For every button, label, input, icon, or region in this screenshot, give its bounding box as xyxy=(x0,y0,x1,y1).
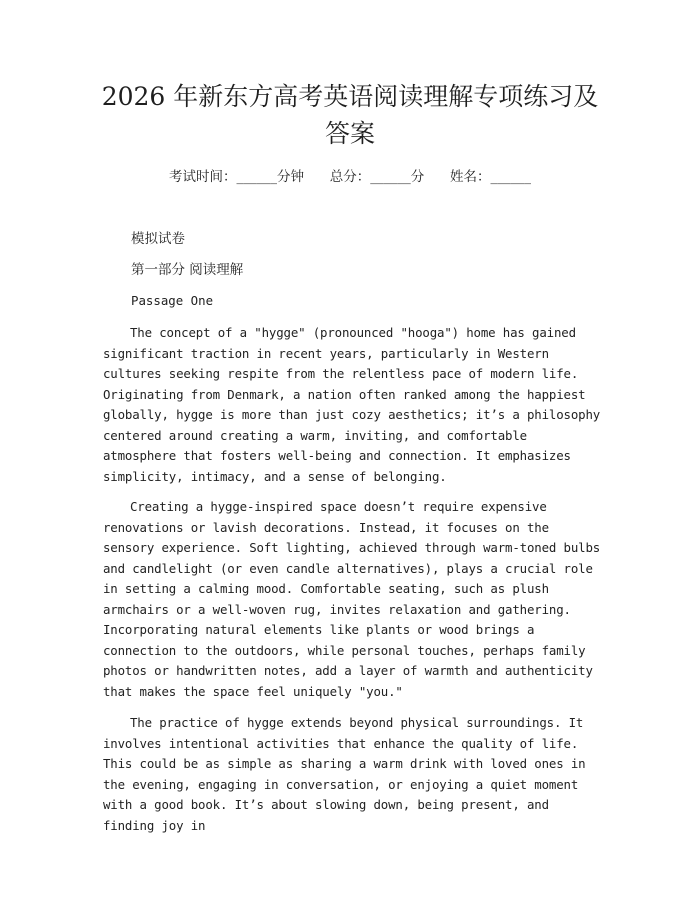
student-name-label: 姓名：______ xyxy=(450,169,531,185)
passage-paragraph-3: The practice of hygge extends beyond physical surroundings. It involves intentional activities that enhance the quality of life. This could be as simple as sharing a warm drink with loved ones in the evening, engaging in conversation, or enjoying a quiet moment with a good book. It’s about slowing down, being present, and finding joy in xyxy=(103,715,586,833)
part-heading: 第一部分 阅读理解 xyxy=(131,262,244,278)
title-line-1: 2026 年新东方高考英语阅读理解专项练习及 xyxy=(101,82,599,111)
total-score-label: 总分：______分 xyxy=(329,169,425,185)
exam-meta-line xyxy=(0,168,700,186)
document-title xyxy=(90,78,610,152)
passage-title: Passage One xyxy=(131,293,214,308)
exam-section-heading: 模拟试卷 xyxy=(131,231,185,247)
exam-time-label: 考试时间：______分钟 xyxy=(169,169,304,185)
title-line-2: 答案 xyxy=(324,119,375,148)
passage-paragraph-1: The concept of a "hygge" (pronounced "hooga") home has gained significant traction in recent years, particularly in Western cultures seeking respite from the relentless pace of modern life. Originating from Denmark, a nation often ranked among the happiest globally, hygge is more than just cozy aesthetics; it’s a philosophy centered around creating a warm, inviting, and comfortable atmosphere that fosters well-being and connection. It emphasizes simplicity, intimacy, and a sense of belonging. xyxy=(103,325,601,484)
passage-paragraph-2: Creating a hygge-inspired space doesn’t require expensive renovations or lavish decorations. Instead, it focuses on the sensory experience. Soft lighting, achieved through warm-toned bulbs and candlelight (or even candle alternatives), plays a crucial role in setting a calming mood. Comfortable seating, such as plush armchairs or a well-woven rug, invites relaxation and gathering. Incorporating natural elements like plants or wood brings a connection to the outdoors, while personal touches, perhaps family photos or handwritten notes, add a layer of warmth and authenticity that makes the space feel uniquely "you." xyxy=(103,499,601,699)
